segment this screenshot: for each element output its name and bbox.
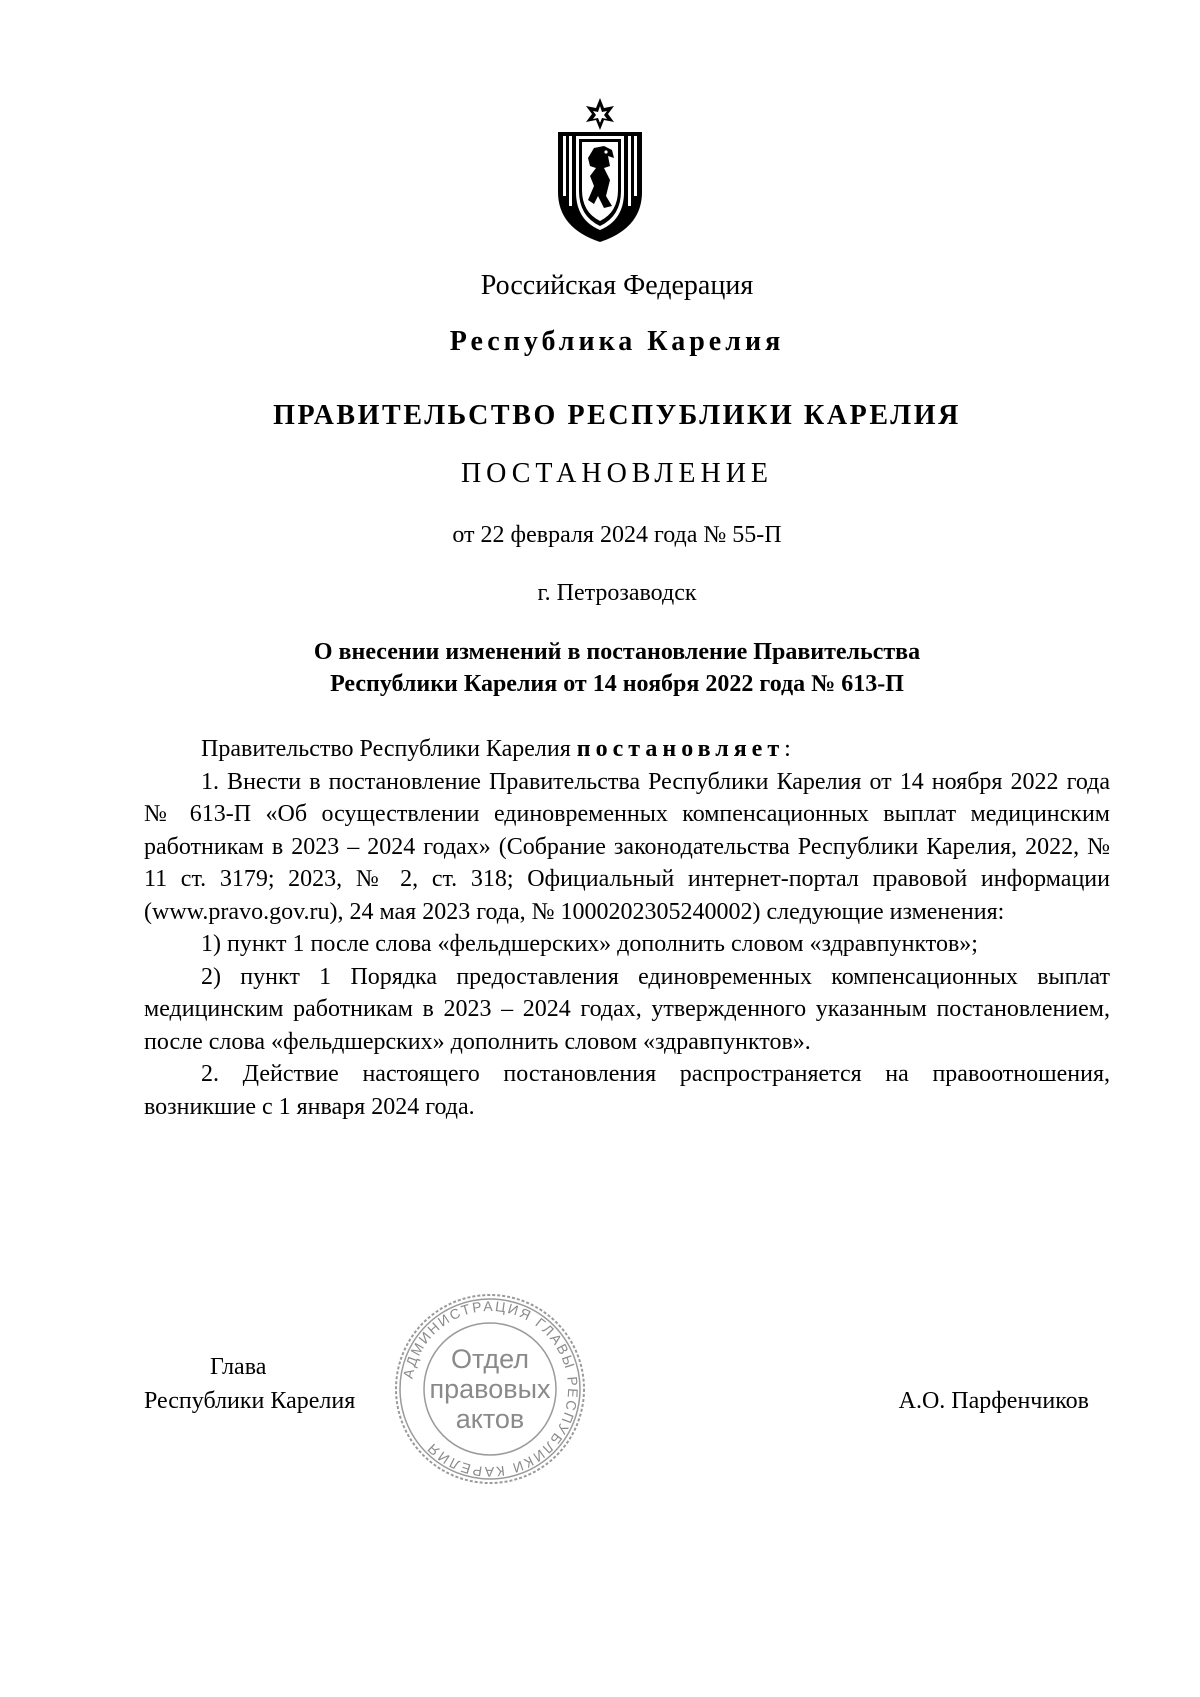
country-name: Российская Федерация	[480, 270, 754, 301]
stamp-center-text	[393, 1292, 587, 1486]
document-title	[0, 636, 1200, 700]
intro-paragraph	[144, 733, 1110, 766]
document-date-number: от 22 февраля 2024 года № 55-П	[452, 522, 782, 548]
item-2-paragraph: 2. Действие настоящего постановления распространяется на правоотношения, возникшие с 1 января 2024 года.	[144, 1061, 1110, 1120]
document-body	[144, 733, 1110, 1123]
stamp-ring-text: АДМИНИСТРАЦИЯ ГЛАВЫ РЕСПУБЛИКИ КАРЕЛИЯ	[399, 1297, 582, 1481]
document-city: г. Петрозаводск	[537, 580, 697, 606]
document-type: ПОСТАНОВЛЕНИЕ	[460, 458, 774, 489]
item-1-paragraph: 1. Внести в постановление Правительства Республики Карелия от 14 ноября 2022 года № 613-П «Об осуществлении единовременных компенсационных выплат медицинским работникам в 2023 – 2024 годах» (Собрание законодательства Республики Карелия, 2022, № 11 ст. 3179; 2023, № 2, ст. 318; Официальный интернет-портал правовой информации (www.pravo.gov.ru), 24 мая 2023 года, № 1000202305240002) следующие изменения:	[144, 768, 1110, 925]
legal-department-stamp	[393, 1292, 587, 1486]
subitem-1-paragraph: 1) пункт 1 после слова «фельдшерских» дополнить словом «здравпунктов»;	[201, 931, 978, 957]
signatory-position-line-2: Республики Карелия	[144, 1388, 356, 1414]
document-title-line-1: О внесении изменений в постановление Правительства	[313, 639, 921, 665]
subitem-2-paragraph: 2) пункт 1 Порядка предоставления единовременных компенсационных выплат медицинским работникам в 2023 – 2024 годах, утвержденного указанным постановлением, после слова «фельдшерских» дополнить словом «здравпунктов».	[144, 963, 1110, 1055]
intro-prefix: Правительство Республики Карелия	[201, 736, 577, 762]
republic-name: Республика Карелия	[449, 326, 785, 357]
signatory-position-line-1: Глава	[210, 1354, 267, 1380]
stamp-line-1: Отдел	[450, 1344, 530, 1374]
intro-suffix: :	[784, 736, 791, 762]
karelia-coat-of-arms-icon	[554, 96, 646, 244]
stamp-line-3: актов	[455, 1404, 525, 1434]
government-name: ПРАВИТЕЛЬСТВО РЕСПУБЛИКИ КАРЕЛИЯ	[273, 400, 961, 431]
stamp-line-2: правовых	[429, 1374, 551, 1404]
intro-verb: постановляет	[576, 736, 785, 762]
document-title-line-2: Республики Карелия от 14 ноября 2022 года № 613-П	[330, 671, 904, 697]
signatory-name: А.О. Парфенчиков	[898, 1388, 1089, 1414]
